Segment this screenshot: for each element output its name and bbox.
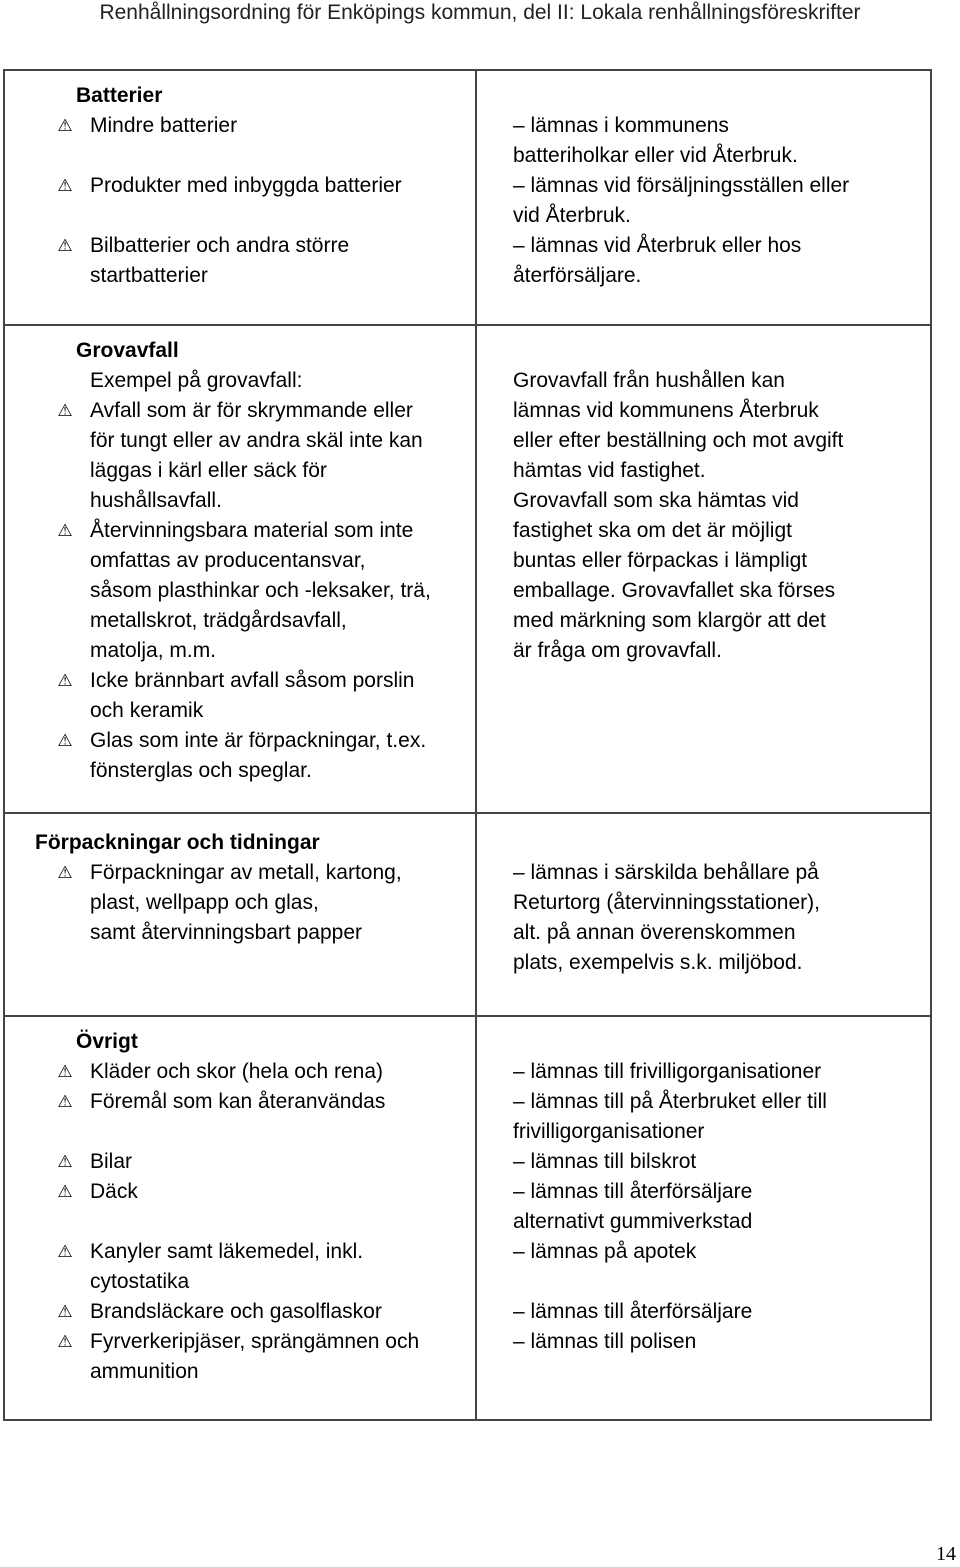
spacer xyxy=(35,201,467,231)
disposal-cell xyxy=(476,1016,931,1420)
list-item xyxy=(35,396,467,426)
list-item-continuation: ammunition xyxy=(90,1360,199,1383)
disposal-text: – lämnas till återförsäljare xyxy=(513,1300,753,1323)
warning-bullet-icon: ⚠ xyxy=(57,401,73,420)
list-item-continuation: samt återvinningsbart papper xyxy=(90,921,362,944)
category-cell xyxy=(4,325,476,813)
list-item-continuation: omfattas av producentansvar, xyxy=(90,549,366,572)
disposal-text xyxy=(513,1267,922,1297)
category-heading: Övrigt xyxy=(76,1030,138,1053)
list-item xyxy=(35,231,467,261)
disposal-text: – lämnas på apotek xyxy=(513,1240,697,1263)
disposal-cell xyxy=(476,325,931,813)
list-item-text: Kanyler samt läkemedel, inkl. xyxy=(90,1240,364,1263)
disposal-text: alt. på annan överenskommen xyxy=(513,921,796,944)
list-item xyxy=(35,516,467,546)
table-body xyxy=(4,70,931,1420)
spacer xyxy=(513,828,922,858)
disposal-text: buntas eller förpackas i lämpligt xyxy=(513,549,808,572)
disposal-text: alternativt gummiverkstad xyxy=(513,1210,753,1233)
spacer xyxy=(35,1117,467,1147)
warning-bullet-icon: ⚠ xyxy=(57,116,73,135)
list-item-continuation: fönsterglas och speglar. xyxy=(90,759,312,782)
category-heading: Grovavfall xyxy=(76,339,179,362)
category-heading: Batterier xyxy=(76,84,163,107)
list-item xyxy=(35,1057,467,1087)
category-cell xyxy=(4,813,476,1016)
spacer xyxy=(513,81,922,111)
warning-bullet-icon: ⚠ xyxy=(57,1242,73,1261)
list-item-text: Fyrverkeripjäser, sprängämnen och xyxy=(90,1330,420,1353)
disposal-text: lämnas vid kommunens Återbruk xyxy=(513,399,819,422)
warning-bullet-icon: ⚠ xyxy=(57,671,73,690)
list-item-text: Avfall som är för skrymmande eller xyxy=(90,399,413,422)
list-item xyxy=(35,111,467,141)
disposal-text: – lämnas till polisen xyxy=(513,1330,697,1353)
list-item-continuation: plast, wellpapp och glas, xyxy=(90,891,319,914)
list-item xyxy=(35,1297,467,1327)
warning-bullet-icon: ⚠ xyxy=(57,1182,73,1201)
disposal-text: Grovavfall som ska hämtas vid xyxy=(513,489,799,512)
list-item-text: Glas som inte är förpackningar, t.ex. xyxy=(90,729,427,752)
disposal-text: frivilligorganisationer xyxy=(513,1120,705,1143)
disposal-text: – lämnas i särskilda behållare på xyxy=(513,861,819,884)
list-item-text: Mindre batterier xyxy=(90,114,238,137)
page-number: 14 xyxy=(936,1543,956,1565)
disposal-text: återförsäljare. xyxy=(513,264,642,287)
waste-sorting-table xyxy=(3,69,932,1421)
disposal-text: med märkning som klargör att det xyxy=(513,609,826,632)
list-item-text: Föremål som kan återanvändas xyxy=(90,1090,386,1113)
warning-bullet-icon: ⚠ xyxy=(57,1332,73,1351)
list-item-continuation: startbatterier xyxy=(90,264,208,287)
document-title: Renhållningsordning för Enköpings kommun, del II: Lokala renhållningsföreskrifter xyxy=(99,1,861,24)
disposal-text: hämtas vid fastighet. xyxy=(513,459,706,482)
warning-bullet-icon: ⚠ xyxy=(57,731,73,750)
list-item-continuation: hushållsavfall. xyxy=(90,489,222,512)
list-item-continuation: såsom plasthinkar och -leksaker, trä, xyxy=(90,579,431,602)
list-item xyxy=(35,171,467,201)
spacer xyxy=(35,1207,467,1237)
disposal-text: – lämnas vid försäljningsställen eller xyxy=(513,174,850,197)
spacer xyxy=(35,141,467,171)
table-row xyxy=(4,70,931,325)
disposal-text: Grovavfall från hushållen kan xyxy=(513,369,785,392)
warning-bullet-icon: ⚠ xyxy=(57,521,73,540)
disposal-cell xyxy=(476,70,931,325)
disposal-text: är fråga om grovavfall. xyxy=(513,639,722,662)
table-row xyxy=(4,813,931,1016)
disposal-text: batteriholkar eller vid Återbruk. xyxy=(513,144,798,167)
disposal-text: fastighet ska om det är möjligt xyxy=(513,519,792,542)
list-item-text: Kläder och skor (hela och rena) xyxy=(90,1060,383,1083)
table-row xyxy=(4,325,931,813)
list-item-text: Icke brännbart avfall såsom porslin xyxy=(90,669,415,692)
warning-bullet-icon: ⚠ xyxy=(57,176,73,195)
warning-bullet-icon: ⚠ xyxy=(57,1152,73,1171)
category-heading: Förpackningar och tidningar xyxy=(35,831,320,854)
warning-bullet-icon: ⚠ xyxy=(57,863,73,882)
disposal-text: – lämnas till återförsäljare xyxy=(513,1180,753,1203)
list-item-text: Brandsläckare och gasolflaskor xyxy=(90,1300,382,1323)
disposal-text: – lämnas vid Återbruk eller hos xyxy=(513,234,802,257)
category-cell xyxy=(4,70,476,325)
warning-bullet-icon: ⚠ xyxy=(57,1092,73,1111)
disposal-text: – lämnas till på Återbruket eller till xyxy=(513,1090,827,1113)
page-header xyxy=(0,0,960,26)
list-item xyxy=(35,666,467,696)
disposal-text: Returtorg (återvinningsstationer), xyxy=(513,891,820,914)
list-item xyxy=(35,1147,467,1177)
list-item-text: Produkter med inbyggda batterier xyxy=(90,174,402,197)
disposal-text: vid Återbruk. xyxy=(513,204,631,227)
list-item xyxy=(35,1087,467,1117)
category-cell xyxy=(4,1016,476,1420)
disposal-text: – lämnas till bilskrot xyxy=(513,1150,697,1173)
list-item xyxy=(35,1237,467,1267)
disposal-text: eller efter beställning och mot avgift xyxy=(513,429,844,452)
list-item-continuation: metallskrot, trädgårdsavfall, xyxy=(90,609,347,632)
spacer xyxy=(513,1027,922,1057)
list-item xyxy=(35,858,467,888)
warning-bullet-icon: ⚠ xyxy=(57,1302,73,1321)
disposal-text: – lämnas till frivilligorganisationer xyxy=(513,1060,822,1083)
list-item-continuation: för tungt eller av andra skäl inte kan xyxy=(90,429,423,452)
list-item-text: Bilbatterier och andra större xyxy=(90,234,350,257)
list-item xyxy=(35,1327,467,1357)
list-item xyxy=(35,726,467,756)
spacer xyxy=(513,336,922,366)
list-item-text: Förpackningar av metall, kartong, xyxy=(90,861,402,884)
disposal-text: emballage. Grovavfallet ska förses xyxy=(513,579,836,602)
list-item-continuation: matolja, m.m. xyxy=(90,639,217,662)
list-item-continuation: Exempel på grovavfall: xyxy=(90,369,303,392)
warning-bullet-icon: ⚠ xyxy=(57,1062,73,1081)
table-row xyxy=(4,1016,931,1420)
list-item-text: Återvinningsbara material som inte xyxy=(90,519,414,542)
warning-bullet-icon: ⚠ xyxy=(57,236,73,255)
list-item-continuation: läggas i kärl eller säck för xyxy=(90,459,327,482)
list-item-continuation: och keramik xyxy=(90,699,204,722)
disposal-text: plats, exempelvis s.k. miljöbod. xyxy=(513,951,803,974)
list-item-continuation: cytostatika xyxy=(90,1270,190,1293)
disposal-text: – lämnas i kommunens xyxy=(513,114,729,137)
disposal-cell xyxy=(476,813,931,1016)
list-item-text: Bilar xyxy=(90,1150,133,1173)
list-item xyxy=(35,1177,467,1207)
list-item-text: Däck xyxy=(90,1180,138,1203)
